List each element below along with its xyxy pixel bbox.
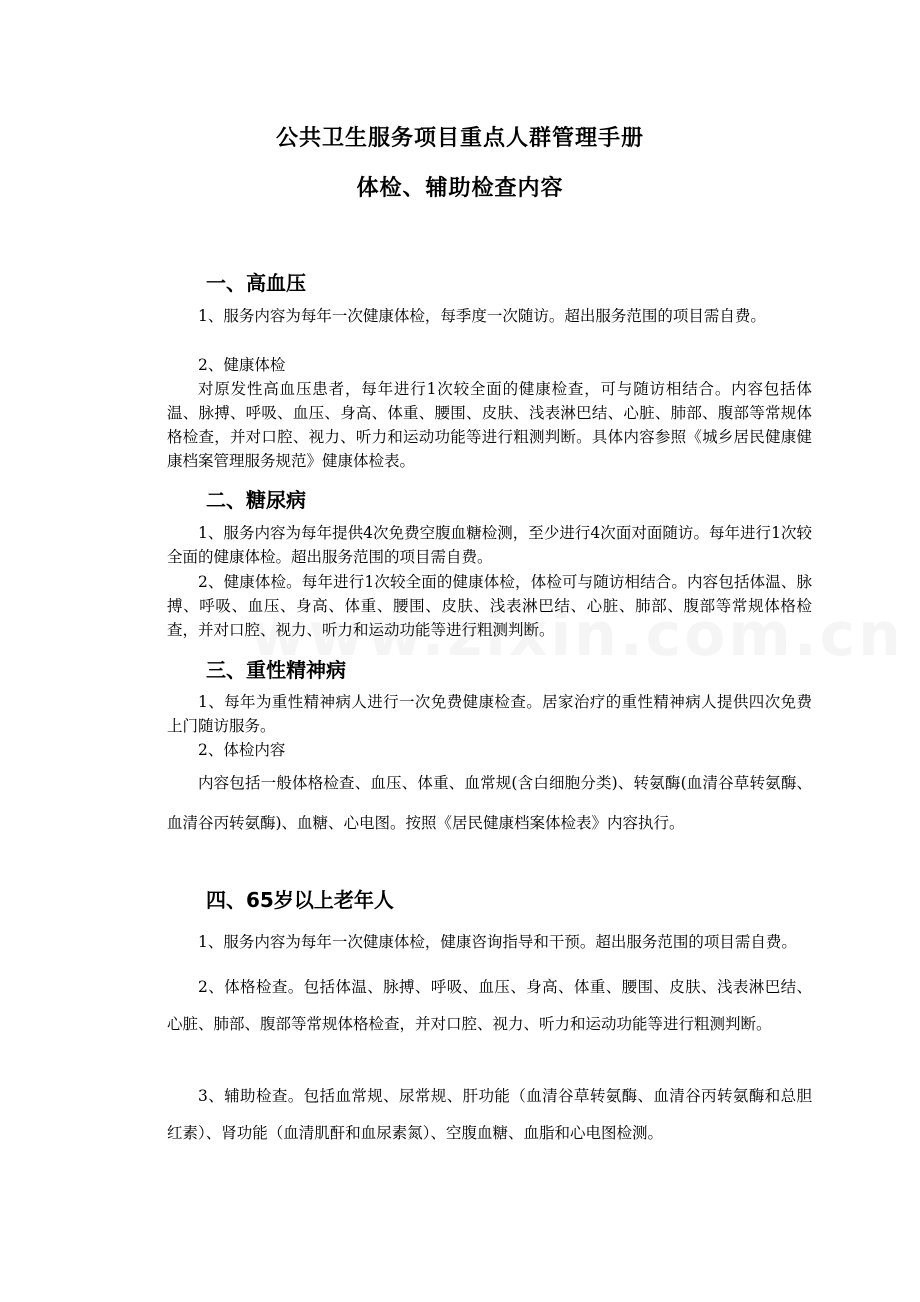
section-heading-elderly: 四、65岁以上老年人 xyxy=(206,888,394,912)
section-4-paragraph-1: 1、服务内容为每年一次健康体检，健康咨询指导和干预。超出服务范围的项目需自费。 xyxy=(198,933,797,951)
section-1-paragraph-1: 1、服务内容为每年一次健康体检，每季度一次随访。超出服务范围的项目需自费。 xyxy=(198,307,766,325)
document-title: 公共卫生服务项目重点人群管理手册 xyxy=(275,126,644,151)
document-subtitle: 体检、辅助检查内容 xyxy=(356,176,564,201)
section-heading-mental-illness: 三、重性精神病 xyxy=(206,658,346,682)
section-2-paragraph-2: 2、健康体检。每年进行1次较全面的健康体检，体检可与随访相结合。内容包括体温、脉搏、呼吸、血压、身高、体重、腰围、皮肤、浅表淋巴结、心脏、肺部、腹部等常规体格检查，并对口腔、视力、听力和运动功能等进行粗测判断。 xyxy=(167,573,812,639)
section-1-paragraph-2: 2、健康体检 xyxy=(198,356,286,374)
section-heading-hypertension: 一、高血压 xyxy=(206,271,306,295)
section-3-paragraph-3: 内容包括一般体格检查、血压、体重、血常规(含白细胞分类)、转氨酶(血清谷草转氨酶、血清谷丙转氨酶)、血糖、心电图。按照《居民健康档案体检表》内容执行。 xyxy=(167,774,812,832)
section-2-paragraph-1: 1、服务内容为每年提供4次免费空腹血糖检测，至少进行4次面对面随访。每年进行1次较全面的健康体检。超出服务范围的项目需自费。 xyxy=(167,524,812,566)
section-1-paragraph-3: 对原发性高血压患者，每年进行1次较全面的健康检查，可与随访相结合。内容包括体温、脉搏、呼吸、血压、身高、体重、腰围、皮肤、浅表淋巴结、心脏、肺部、腹部等常规体格检查，并对口腔、视力、听力和运动功能等进行粗测判断。具体内容参照《城乡居民健康健康档案管理服务规范》健康体检表。 xyxy=(167,380,812,470)
section-3-paragraph-2: 2、体检内容 xyxy=(198,741,286,759)
section-4-paragraph-3: 3、辅助检查。包括血常规、尿常规、肝功能（血清谷草转氨酶、血清谷丙转氨酶和总胆红素）、肾功能（血清肌酐和血尿素氮）、空腹血糖、血脂和心电图检测。 xyxy=(167,1087,812,1142)
section-4-paragraph-2: 2、体格检查。包括体温、脉搏、呼吸、血压、身高、体重、腰围、皮肤、浅表淋巴结、心脏、肺部、腹部等常规体格检查，并对口腔、视力、听力和运动功能等进行粗测判断。 xyxy=(167,978,812,1033)
section-3-paragraph-1: 1、每年为重性精神病人进行一次免费健康检查。居家治疗的重性精神病人提供四次免费上门随访服务。 xyxy=(167,693,812,735)
section-heading-diabetes: 二、糖尿病 xyxy=(206,488,306,512)
